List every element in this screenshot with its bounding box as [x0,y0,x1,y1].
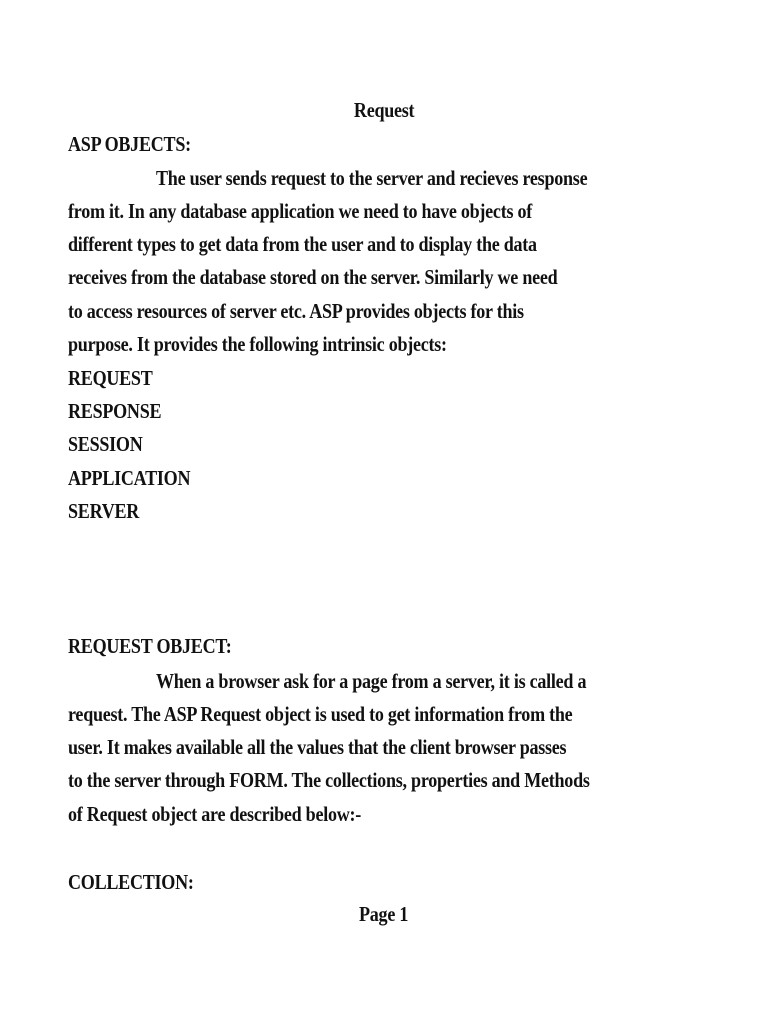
object-list-item: SERVER [68,499,140,523]
paragraph-line: user. It makes available all the values that the client browser passes [68,735,567,759]
object-list-item: SESSION [68,432,143,456]
paragraph-line: The user sends request to the server and recieves response [156,166,588,190]
paragraph-line: When a browser ask for a page from a server, it is called a [156,669,587,693]
object-list-item: APPLICATION [68,466,191,490]
object-list-item: REQUEST [68,366,153,390]
page-number-footer [0,898,768,931]
paragraph-line: receives from the database stored on the server. Similarly we need [68,265,558,289]
paragraph-line: purpose. It provides the following intrinsic objects: [68,332,447,356]
section-heading-collection: COLLECTION: [68,870,194,894]
paragraph-line: from it. In any database application we need to have objects of [68,199,533,223]
paragraph-line: to access resources of server etc. ASP provides objects for this [68,299,524,323]
paragraph-line: request. The ASP Request object is used to get information from the [68,702,573,726]
document-title [0,94,768,127]
section-heading-request-object: REQUEST OBJECT: [68,634,232,658]
paragraph-line: different types to get data from the user and to display the data [68,232,537,256]
paragraph-line: of Request object are described below:- [68,802,362,826]
object-list-item: RESPONSE [68,399,162,423]
paragraph-line: to the server through FORM. The collections, properties and Methods [68,768,590,792]
document-title-text: Request [353,98,415,122]
page-number-text: Page 1 [359,902,409,926]
section-heading-asp-objects: ASP OBJECTS: [68,132,191,156]
